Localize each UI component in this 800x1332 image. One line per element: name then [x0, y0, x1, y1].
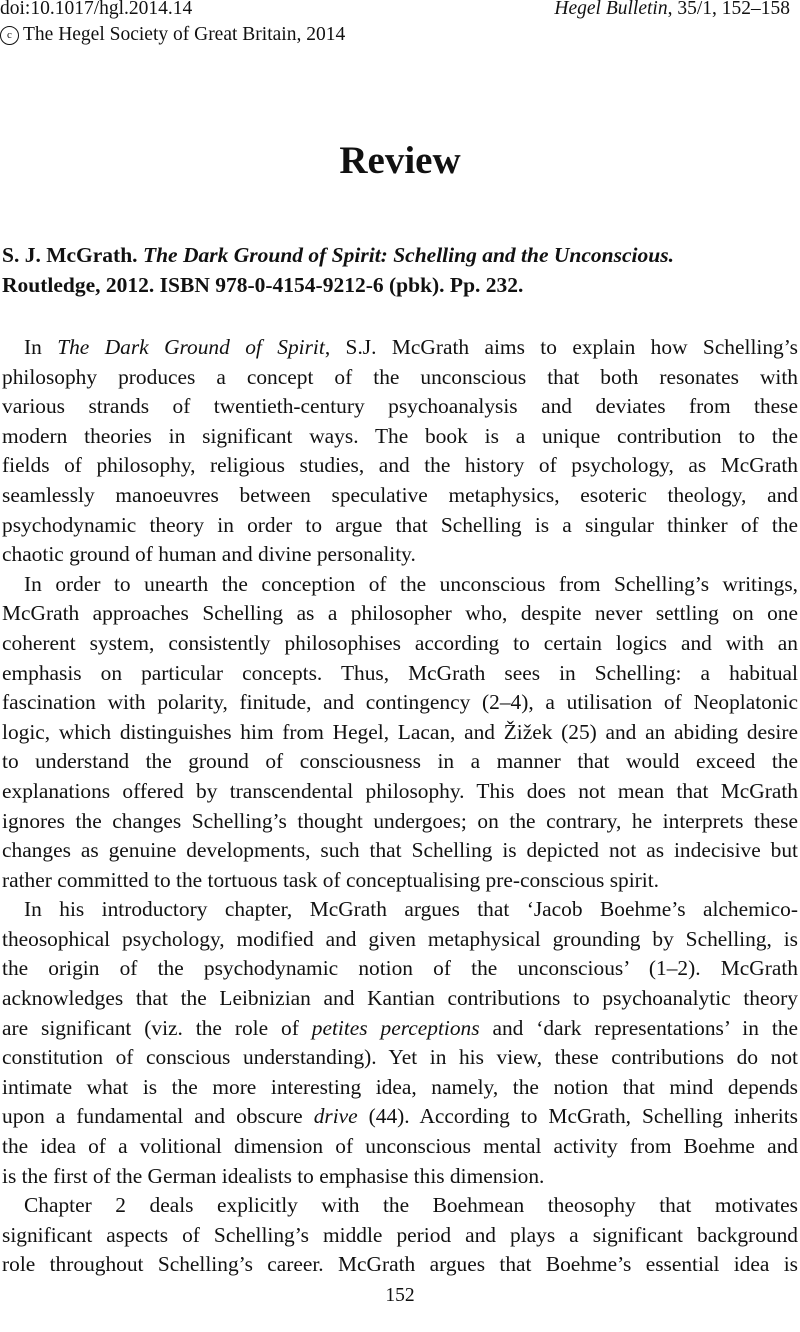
text-line: emphasis on particular concepts. Thus, McGrath sees in Schelling: a habitual [2, 660, 798, 685]
text-line: psychodynamic theory in order to argue that Schelling is a singular thinker of the [2, 512, 798, 537]
text-line: acknowledges that the Leibnizian and Kantian contributions to psychoanalytic theory [2, 986, 798, 1011]
text-line: various strands of twentieth-century psychoanalysis and deviates from these [2, 394, 798, 419]
text-line: changes as genuine developments, such that Schelling is depicted not as indecisive but [2, 838, 798, 863]
text-line: In his introductory chapter, McGrath argues that ‘Jacob Boehme’s alchemico- [24, 897, 798, 922]
text-line: modern theories in significant ways. The book is a unique contribution to the [2, 423, 798, 448]
doi-label: doi:10.1017/hgl.2014.14 [0, 0, 193, 19]
citation-details: Routledge, 2012. ISBN 978-0-4154-9212-6 (pbk). Pp. 232. [2, 273, 524, 297]
italic-text: The Dark Ground of Spirit [57, 335, 325, 359]
book-citation [2, 240, 792, 300]
paragraph [2, 333, 798, 570]
italic-text: petites perceptions [311, 1015, 480, 1040]
paragraph [2, 895, 798, 1191]
citation-line-1 [2, 240, 792, 270]
citation-author: S. J. McGrath. [2, 243, 138, 267]
text-line: the origin of the psychodynamic notion of the unconscious’ (1–2). McGrath [2, 956, 798, 981]
citation-book-title: The Dark Ground of Spirit: Schelling and the Unconscious. [142, 243, 674, 267]
text-line: significant aspects of Schelling’s middle period and plays a significant background [2, 1222, 798, 1247]
copyright-icon: c [0, 26, 19, 45]
copyright-line [0, 24, 345, 46]
review-body [2, 333, 798, 1280]
text-line: philosophy produces a concept of the unconscious that both resonates with [2, 364, 798, 389]
text-line: are significant (viz. the role of petites perceptions and ‘dark representations’ in the [2, 1015, 798, 1040]
text-line: logic, which distinguishes him from Hegel, Lacan, and Žižek (25) and an abiding desire [2, 719, 798, 744]
page-title: Review [339, 139, 461, 182]
journal-volume: , 35/1, 152–158 [667, 0, 790, 19]
text-line: upon a fundamental and obscure drive (44). According to McGrath, Schelling inherits [2, 1104, 798, 1129]
journal-name: Hegel Bulletin [554, 0, 668, 19]
text-line: seamlessly manoeuvres between speculative metaphysics, esoteric theology, and [2, 482, 798, 507]
page-number: 152 [385, 1285, 415, 1306]
text-line: Chapter 2 deals explicitly with the Boehmean theosophy that motivates [24, 1193, 798, 1218]
paragraph [2, 570, 798, 896]
text-line: ignores the changes Schelling’s thought undergoes; on the contrary, he interprets these [2, 808, 798, 833]
journal-citation [554, 0, 790, 20]
text-line: fields of philosophy, religious studies, and the history of psychology, as McGrath [2, 453, 798, 478]
text-line: McGrath approaches Schelling as a philosopher who, despite never settling on one [2, 601, 798, 626]
paragraph [2, 1191, 798, 1280]
text-line: In The Dark Ground of Spirit, S.J. McGrath aims to explain how Schelling’s [24, 335, 798, 359]
text-line: constitution of conscious understanding). Yet in his view, these contributions do not [2, 1045, 798, 1070]
text-line: explanations offered by transcendental philosophy. This does not mean that McGrath [2, 778, 798, 803]
text-line: role throughout Schelling’s career. McGrath argues that Boehme’s essential idea is [2, 1252, 798, 1277]
text-line: In order to unearth the conception of the unconscious from Schelling’s writings, [24, 571, 798, 596]
text-line: theosophical psychology, modified and given metaphysical grounding by Schelling, is [2, 926, 798, 951]
text-line: chaotic ground of human and divine personality. [2, 542, 416, 567]
text-line: intimate what is the more interesting idea, namely, the notion that mind depends [2, 1074, 798, 1099]
running-header [0, 0, 800, 50]
text-line: to understand the ground of consciousness in a manner that would exceed the [2, 749, 798, 774]
text-line: fascination with polarity, finitude, and contingency (2–4), a utilisation of Neoplatonic [2, 690, 798, 715]
text-line: coherent system, consistently philosophises according to certain logics and with an [2, 630, 798, 655]
italic-text: drive [313, 1104, 358, 1129]
text-line: the idea of a volitional dimension of unconscious mental activity from Boehme and [2, 1134, 798, 1159]
copyright-text: The Hegel Society of Great Britain, 2014 [23, 24, 346, 45]
text-line: is the first of the German idealists to emphasise this dimension. [2, 1163, 545, 1188]
text-line: rather committed to the tortuous task of conceptualising pre-conscious spirit. [2, 867, 660, 892]
